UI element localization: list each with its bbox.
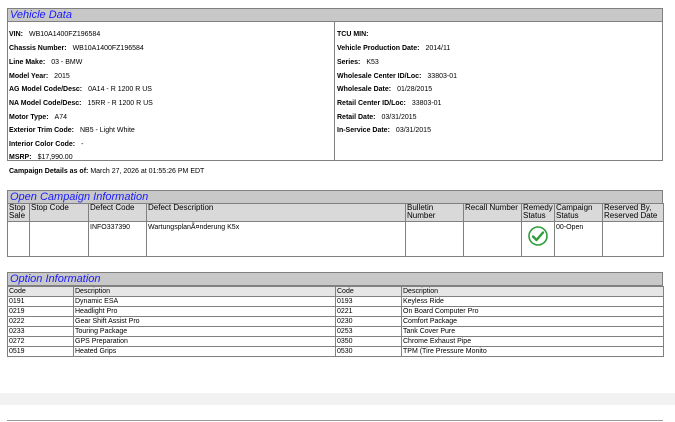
campaign-details-label: Campaign Details as of: — [9, 168, 89, 175]
table-row — [8, 307, 664, 317]
header-code: Code — [8, 287, 74, 297]
option-description: Heated Grips — [74, 347, 336, 357]
option-code: 0219 — [8, 307, 74, 317]
open-campaign-title: Open Campaign Information — [7, 190, 663, 204]
in-service-date-row: In-Service Date: 03/31/2015 — [337, 127, 431, 134]
option-description: GPS Preparation — [74, 337, 336, 347]
option-description: Keyless Ride — [402, 297, 664, 307]
option-code: 0272 — [8, 337, 74, 347]
header-defect-code: Defect Code — [89, 204, 147, 222]
model-year-row: Model Year: 2015 — [9, 73, 70, 80]
cell-defect-description: WartungsplanÃ¤nderung K5x — [147, 222, 406, 257]
table-row — [8, 297, 664, 307]
ag-model-row: AG Model Code/Desc: 0A14 - R 1200 R US — [9, 86, 152, 93]
header-stop-sale: Stop Sale — [8, 204, 30, 222]
vehicle-data-title: Vehicle Data — [7, 8, 663, 22]
header-code: Code — [336, 287, 402, 297]
option-description: TPM (Tire Pressure Monito — [402, 347, 664, 357]
option-description: Headlight Pro — [74, 307, 336, 317]
open-campaign-table — [7, 203, 664, 257]
header-bulletin-number: Bulletin Number — [406, 204, 464, 222]
wholesale-date-row: Wholesale Date: 01/28/2015 — [337, 86, 433, 93]
table-row — [8, 222, 664, 257]
option-code: 0222 — [8, 317, 74, 327]
option-description: Gear Shift Assist Pro — [74, 317, 336, 327]
green-check-icon — [528, 226, 548, 246]
msrp-row: MSRP: $17,990.00 — [9, 154, 73, 161]
header-defect-description: Defect Description — [147, 204, 406, 222]
option-description: Touring Package — [74, 327, 336, 337]
chassis-number-row: Chassis Number: WB10A1400FZ196584 — [9, 45, 144, 52]
option-code: 0191 — [8, 297, 74, 307]
vehicle-data-divider — [334, 21, 335, 160]
cell-remedy-status — [522, 222, 555, 257]
campaign-details-value: March 27, 2026 at 01:55:26 PM EDT — [90, 168, 205, 175]
table-row — [8, 347, 664, 357]
option-code: 0519 — [8, 347, 74, 357]
option-code: 0350 — [336, 337, 402, 347]
header-campaign-status: Campaign Status — [555, 204, 603, 222]
option-code: 0233 — [8, 327, 74, 337]
option-code: 0193 — [336, 297, 402, 307]
wholesale-center-row: Wholesale Center ID/Loc: 33803-01 — [337, 73, 457, 80]
line-make-row: Line Make: 03 - BMW — [9, 59, 83, 66]
option-description: Tank Cover Pure — [402, 327, 664, 337]
table-row — [8, 327, 664, 337]
option-information-table — [7, 286, 664, 357]
vin-row: VIN: WB10A1400FZ196584 — [9, 31, 101, 38]
exterior-trim-row: Exterior Trim Code: NB5 - Light White — [9, 127, 135, 134]
option-description: Comfort Package — [402, 317, 664, 327]
header-description: Description — [74, 287, 336, 297]
retail-date-row: Retail Date: 03/31/2015 — [337, 114, 417, 121]
production-date-row: Vehicle Production Date: 2014/11 — [337, 45, 451, 52]
cell-stop-sale — [8, 222, 30, 257]
option-code: 0253 — [336, 327, 402, 337]
option-code: 0221 — [336, 307, 402, 317]
na-model-row: NA Model Code/Desc: 15RR - R 1200 R US — [9, 100, 153, 107]
open-campaign-header-row — [8, 204, 664, 222]
option-code: 0530 — [336, 347, 402, 357]
option-information-title: Option Information — [7, 272, 663, 286]
table-row — [8, 317, 664, 327]
vehicle-data-panel — [7, 21, 663, 161]
header-recall-number: Recall Number — [464, 204, 522, 222]
tcu-min-row: TCU MIN: — [337, 31, 369, 38]
cell-bulletin-number — [406, 222, 464, 257]
option-description: On Board Computer Pro — [402, 307, 664, 317]
motor-type-row: Motor Type: A74 — [9, 114, 68, 121]
header-description: Description — [402, 287, 664, 297]
cell-recall-number — [464, 222, 522, 257]
option-code: 0230 — [336, 317, 402, 327]
cell-campaign-status: 00-Open — [555, 222, 603, 257]
retail-center-row: Retail Center ID/Loc: 33803-01 — [337, 100, 442, 107]
footer-divider — [7, 420, 663, 421]
series-row: Series: K53 — [337, 59, 379, 66]
interior-color-row: Interior Color Code: - — [9, 141, 84, 148]
table-row — [8, 337, 664, 347]
header-stop-code: Stop Code — [30, 204, 89, 222]
header-reserved: Reserved By, Reserved Date — [603, 204, 664, 222]
option-description: Chrome Exhaust Pipe — [402, 337, 664, 347]
cell-stop-code — [30, 222, 89, 257]
option-description: Dynamic ESA — [74, 297, 336, 307]
cell-defect-code: INFO337390 — [89, 222, 147, 257]
footer-band — [0, 393, 675, 405]
campaign-details-line — [9, 168, 204, 175]
option-header-row — [8, 287, 664, 297]
cell-reserved — [603, 222, 664, 257]
header-remedy-status: Remedy Status — [523, 203, 553, 220]
